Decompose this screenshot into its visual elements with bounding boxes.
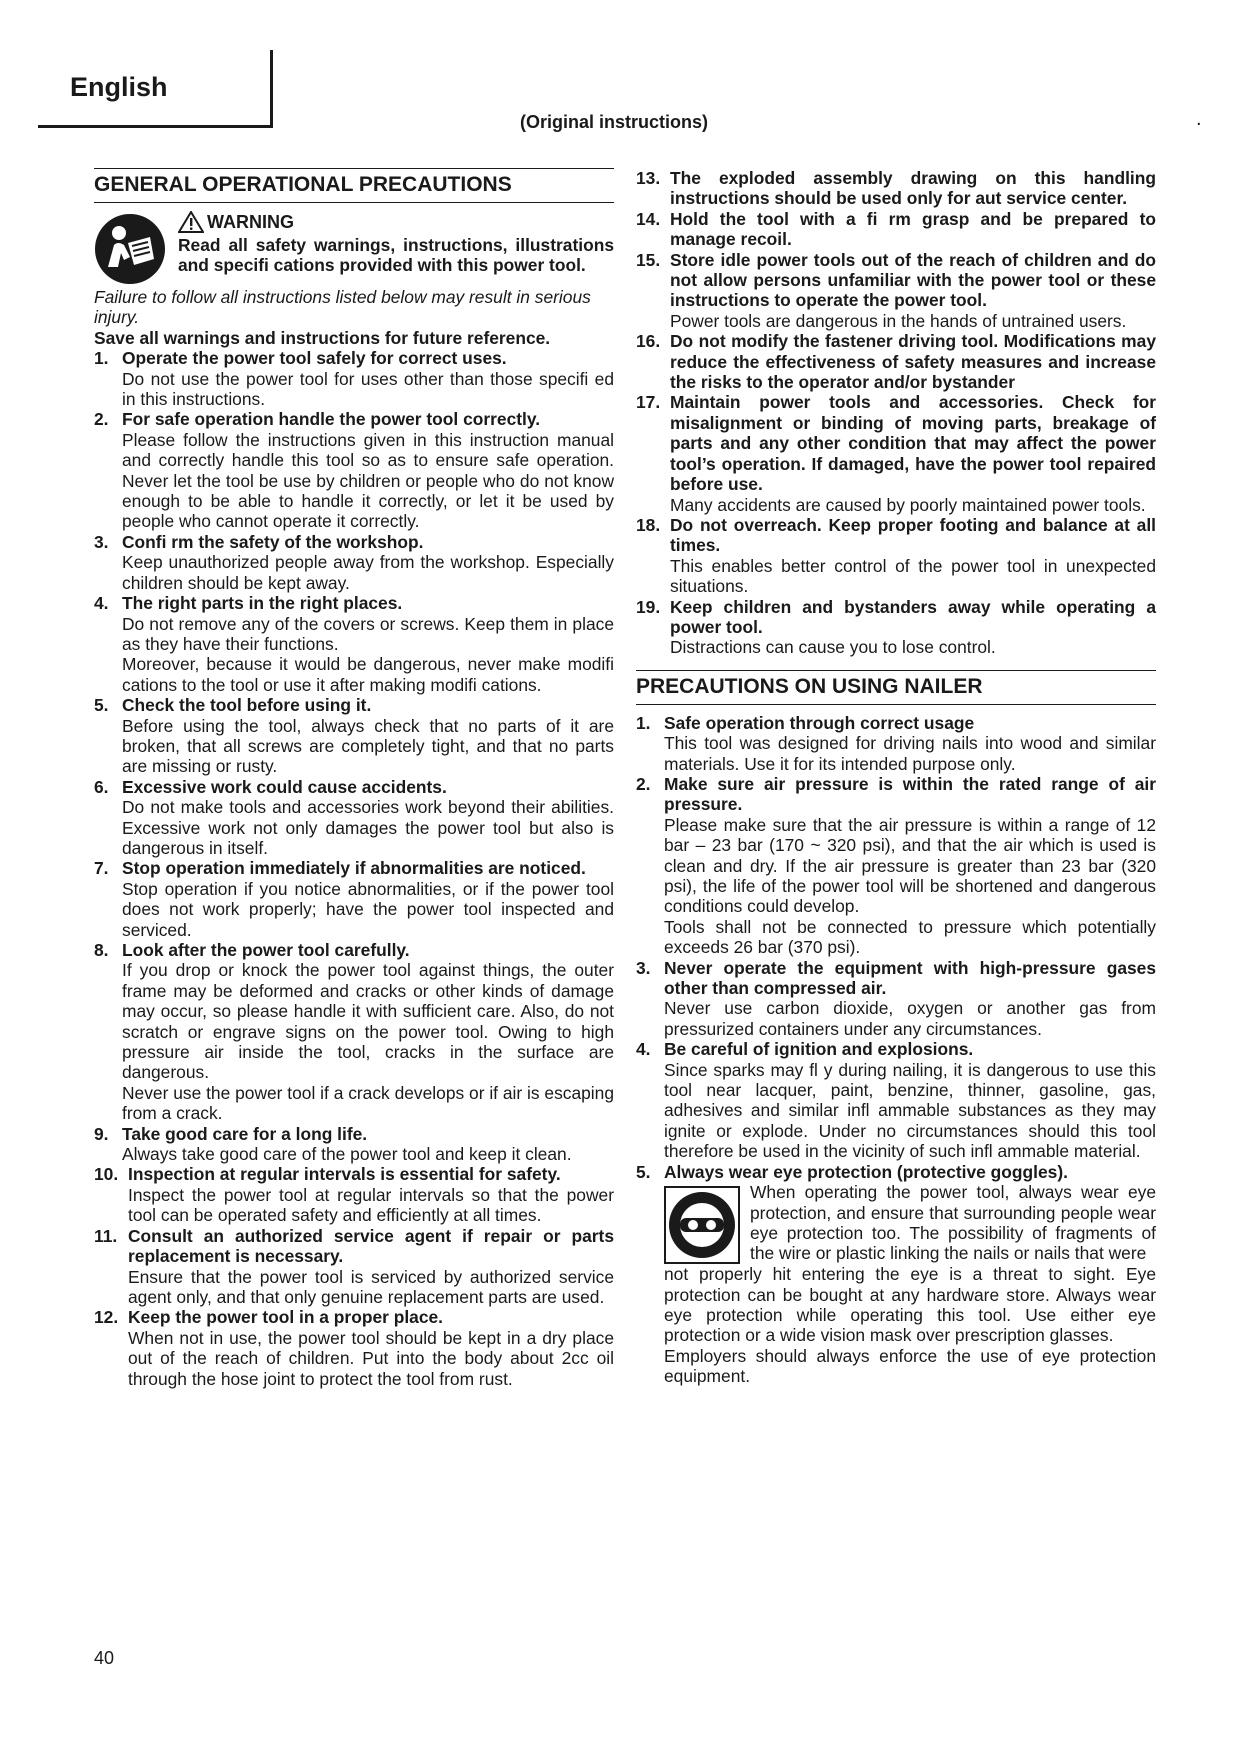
item-number: 2. [636,773,651,794]
item-title: Keep children and bystanders away while operating a power tool. [670,596,1156,637]
item-number: 4. [94,593,109,614]
item-title: Confi rm the safety of the workshop. [122,531,424,552]
precaution-item-10 [94,1164,614,1225]
item-paragraph: Keep unauthorized people away from the workshop. Especially children should be kept away. [122,552,614,593]
item-paragraph: Never use carbon dioxide, oxygen or another gas from pressurized containers under any circumstances. [664,998,1156,1039]
item-title: Do not overreach. Keep proper footing and balance at all times. [670,514,1156,556]
failure-text: Failure to follow all instructions listed below may result in serious injury. [94,287,591,328]
item-number: 14. [636,208,661,229]
precaution-item-right-6 [636,515,1156,597]
precaution-item-12 [94,1307,614,1389]
warning-label: WARNING [207,211,294,232]
item-title: For safe operation handle the power tool correctly. [122,409,541,430]
item-paragraph: Stop operation if you notice abnormalities, or if the power tool does not work properly; have the power tool inspected and serviced. [122,878,614,940]
item-paragraph: Inspect the power tool at regular intervals so that the power tool can be operated safety and efficiently at all times. [128,1184,614,1226]
item-paragraph: Ensure that the power tool is serviced by authorized service agent only, and that only genuine replacement parts are used. [128,1266,614,1307]
item-title: The exploded assembly drawing on this handling instructions should be used only for aut service center. [670,168,1156,209]
item-title: Consult an authorized service agent if repair or parts replacement is necessary. [128,1225,614,1267]
nailer-item-4 [636,1039,1156,1161]
right-items-list [636,168,1156,658]
item-number: 5. [94,695,109,716]
item-number: 16. [636,331,661,352]
item-number: 3. [94,531,109,552]
item-number: 18. [636,514,661,535]
nailer-item-3 [636,958,1156,1040]
item-paragraph: Please make sure that the air pressure is within a range of 12 bar – 23 bar (170 ~ 320 psi), and that the air which is used is clean and dry. If the air pressure is greater than 23 bar (320 psi), the life of the power tool will be shortened and dangerous conditions could develop. [664,814,1156,917]
item-paragraph: Many accidents are caused by poorly maintained power tools. [670,494,1146,515]
item-title: Stop operation immediately if abnormalities are noticed. [122,858,586,879]
precaution-item-right-3 [636,250,1156,332]
precaution-item-2 [94,409,614,531]
item-paragraph: This enables better control of the power tool in unexpected situations. [670,555,1156,597]
precaution-item-11 [94,1226,614,1308]
item-paragraph: If you drop or knock the power tool against things, the outer frame may be deformed and cracks or other kinds of damage may occur, so please handle it with sufficient care. Also, do not scratch or engrave signs on the power tool. Owing to high pressure air inside the tool, cracks in the surface are dangerous. [122,960,614,1083]
item-number: 19. [636,596,661,617]
precaution-item-9 [94,1124,614,1165]
precaution-item-3 [94,532,614,593]
warning-block [94,211,614,285]
item-number: 1. [94,348,109,369]
nailer-item-1 [636,713,1156,774]
employers-text: Employers should always enforce the use of eye protection equipment. [664,1345,1156,1387]
precaution-item-right-1 [636,168,1156,209]
item-number: 11. [94,1225,118,1246]
precaution-item-8 [94,940,614,1124]
item-title: Store idle power tools out of the reach of children and do not allow persons unfamiliar with the power tool or these instructions to operate the power tool. [670,249,1156,311]
item-paragraph: Distractions can cause you to lose control. [670,637,996,658]
item-number: 15. [636,249,661,270]
item-paragraph: Do not make tools and accessories work beyond their abilities. Excessive work not only damages the power tool but also is dangerous in itself. [122,797,614,858]
precaution-item-7 [94,858,614,940]
item-title: Hold the tool with a fi rm grasp and be prepared to manage recoil. [670,208,1156,250]
item-title: Inspection at regular intervals is essential for safety. [128,1164,561,1185]
precaution-item-6 [94,777,614,859]
item-title: Always wear eye protection (protective goggles). [664,1161,1068,1182]
warning-triangle-icon [178,211,204,233]
nailer-item-5 [636,1162,1156,1387]
item-title: Check the tool before using it. [122,695,372,716]
item-paragraph: Power tools are dangerous in the hands of untrained users. [670,310,1127,331]
item-title: Never operate the equipment with high-pressure gases other than compressed air. [664,957,1156,999]
save-warnings-text: Save all warnings and instructions for future reference. [94,327,551,348]
item-number: 8. [94,940,109,960]
item-title: Do not modify the fastener driving tool. Modifications may reduce the effectiveness of safety measures and increase the risks to the operator and/or bystander [670,331,1156,393]
language-label: English [70,72,168,102]
item-paragraph: Before using the tool, always check that no parts of it are broken, that all screws are completely tight, and that no parts are missing or rusty. [122,715,614,777]
item-number: 10. [94,1164,119,1185]
item-paragraph: Always take good care of the power tool and keep it clean. [122,1144,572,1165]
item-title: Keep the power tool in a proper place. [128,1307,444,1328]
item-paragraph: Since sparks may fl y during nailing, it is dangerous to use this tool near lacquer, paint, benzine, thinner, gasoline, gas, adhesives and similar infl ammable substances as they may ignite or explode. Under no circumstances should this tool therefore be used in the vicinity of such infl ammable material. [664,1059,1156,1162]
item-paragraph: Do not remove any of the covers or screws. Keep them in place as they have their functions. [122,613,614,654]
eye-protection-side-text: When operating the power tool, always wear eye protection, and ensure that surrounding people wear eye protection too. The possibility of fragments of the wire or plastic linking the nails or nails that were [750,1182,1156,1264]
item-title: Make sure air pressure is within the rated range of air pressure. [664,773,1156,815]
precaution-item-1 [94,348,614,409]
precaution-item-right-4 [636,331,1156,392]
item-title: Be careful of ignition and explosions. [664,1039,974,1060]
item-number: 6. [94,776,109,797]
eye-protection-text: not properly hit entering the eye is a threat to sight. Eye protection can be bought at any hardware store. Always wear eye protection while operating this tool. Use either eye protection or a wide vision mask over prescription glasses. [664,1264,1156,1346]
item-paragraph: Tools shall not be connected to pressure which potentially exceeds 26 bar (370 psi). [664,916,1156,958]
warning-heading [178,211,614,233]
left-column [94,168,614,1389]
section-title-general: GENERAL OPERATIONAL PRECAUTIONS [94,168,614,203]
nailer-items-list [636,713,1156,1162]
precaution-item-4 [94,593,614,695]
item-paragraph: Never use the power tool if a crack develops or if air is escaping from a crack. [122,1082,615,1124]
item-paragraph: Moreover, because it would be dangerous, never make modifi cations to the tool or use it after making modifi cations. [122,654,614,695]
page-number: 40 [94,1648,115,1668]
eye-protection-icon [664,1186,740,1264]
item-title: Operate the power tool safely for correct uses. [122,348,507,369]
item-number: 7. [94,858,109,879]
item-number: 13. [636,168,661,188]
item-title: Safe operation through correct usage [664,712,975,733]
item-number: 4. [636,1039,651,1060]
item-number: 5. [636,1161,651,1182]
item-title: Take good care for a long life. [122,1123,368,1144]
section-title-nailer: PRECAUTIONS ON USING NAILER [636,670,1156,705]
nailer-item-2 [636,774,1156,958]
item-title: Maintain power tools and accessories. Check for misalignment or binding of moving parts, breakage of parts and any other condition that may affect the power tool’s operation. If damaged, have the power tool repaired before use. [670,392,1156,495]
read-manual-icon [94,213,166,285]
precaution-item-right-7 [636,597,1156,658]
item-number: 2. [94,409,109,430]
item-number: 17. [636,392,661,413]
item-number: 1. [636,712,651,733]
left-items-list [94,348,614,1389]
item-title: The right parts in the right places. [122,593,403,614]
precaution-item-right-5 [636,392,1156,514]
item-title: Excessive work could cause accidents. [122,776,447,797]
item-paragraph: This tool was designed for driving nails into wood and similar materials. Use it for its intended purpose only. [664,733,1156,774]
right-column [636,168,1156,1387]
original-instructions-label: (Original instructions) [520,112,709,132]
item-number: 3. [636,957,651,978]
item-paragraph: Do not use the power tool for uses other than those specifi ed in this instructions. [122,368,614,410]
item-paragraph: When not in use, the power tool should be kept in a dry place out of the reach of children. Put into the body about 2cc oil through the hose joint to protect the tool from rust. [128,1327,614,1389]
item-number: 12. [94,1307,119,1328]
item-number: 9. [94,1123,109,1144]
item-title: Look after the power tool carefully. [122,940,410,960]
precaution-item-5 [94,695,614,777]
header-dot: . [1196,108,1202,130]
precaution-item-right-2 [636,209,1156,250]
item-paragraph: Please follow the instructions given in this instruction manual and correctly handle this tool so as to ensure safe operation. Never let the tool be use by children or people who do not know enough to be able to handle it correctly, or let it be used by people who cannot operate it correctly. [122,429,614,532]
warning-text: Read all safety warnings, instructions, illustrations and specifi cations provided with this power tool. [178,235,614,276]
